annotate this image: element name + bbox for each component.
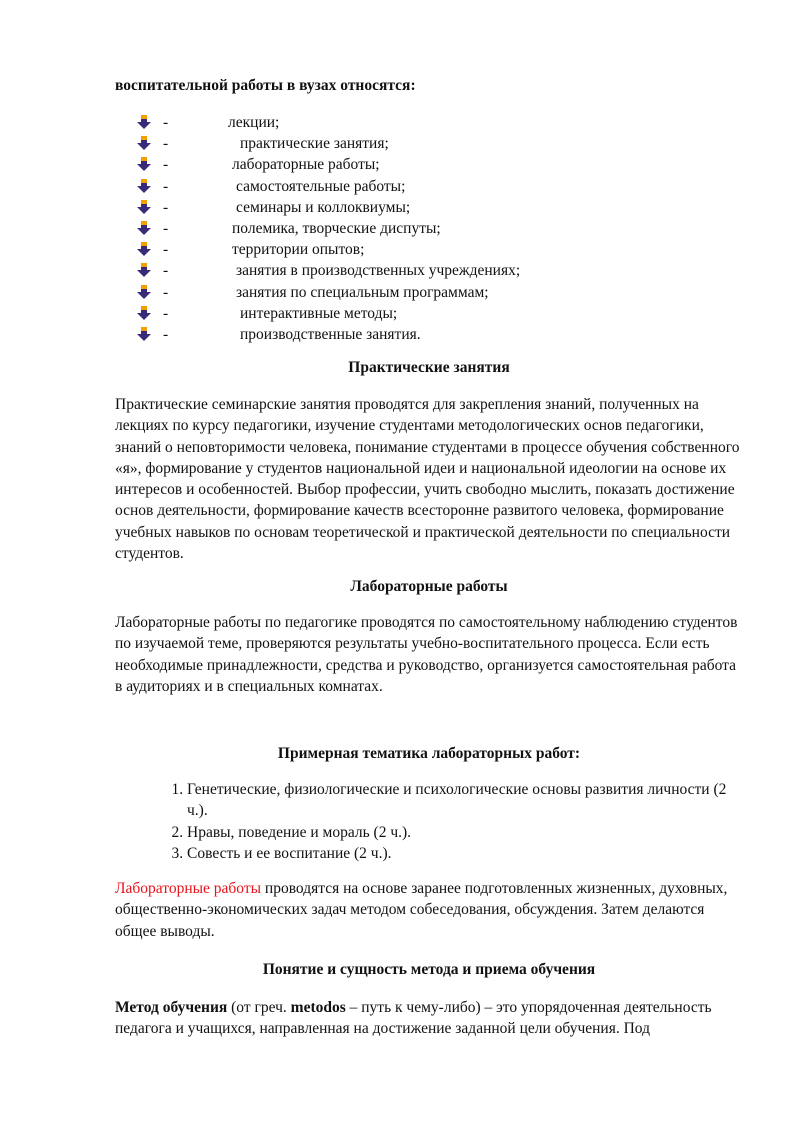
bullet-dash: -	[163, 219, 169, 237]
bullet-text: семинары и коллоквиумы;	[236, 198, 411, 216]
bullet-dash: -	[163, 198, 169, 216]
method-term: Метод обучения	[115, 999, 228, 1016]
bullet-dash: -	[163, 325, 169, 343]
lab-conclusion-paragraph	[115, 878, 745, 942]
section-heading-method: Понятие и сущность метода и приема обучения	[262, 961, 596, 978]
practical-paragraph: Практические семинарские занятия проводятся для закрепления знаний, полученных на лекциях по курсу педагогики, изучение студентами методологических основ педагогики, знаний о неповторимости человека, понимание студентами в процессе обучения собственного «я», формирование у студентов национальной идеи и национальной идеологии на основе их интересов и особенностей. Выбор профессии, учить свободно мыслить, показать достижение основ деятельности, формирование качеств всесторонне развитого человека, формирование учебных навыков по основам теоретической и практической деятельности по специальности студентов.	[115, 396, 740, 563]
bullet-text: территории опытов;	[232, 241, 365, 259]
bullet-dash: -	[163, 135, 169, 153]
bullet-text: полемика, творческие диспуты;	[232, 219, 441, 237]
down-arrow-bullet-icon	[137, 285, 151, 299]
down-arrow-bullet-icon	[137, 306, 151, 320]
down-arrow-bullet-icon	[137, 263, 151, 277]
bullet-dash: -	[163, 114, 169, 131]
down-arrow-bullet-icon	[137, 157, 151, 171]
down-arrow-bullet-icon	[137, 136, 151, 150]
bullet-text: занятия по специальным программам;	[236, 283, 489, 301]
greek-term: metodos	[290, 999, 346, 1016]
bullet-text: самостоятельные работы;	[236, 177, 406, 195]
intro-line: воспитательной работы в вузах относятся:	[115, 77, 416, 94]
bullet-text: интерактивные методы;	[240, 304, 398, 322]
bullet-text: производственные занятия.	[240, 325, 421, 343]
list-item: 3. Совесть и ее воспитание (2 ч.).	[187, 843, 745, 864]
lab-paragraph: Лабораторные работы по педагогике проводятся по самостоятельному наблюдению студентов по изучаемой теме, проверяются результаты учебно-воспитательного процесса. Если есть необходимые принадлежности, средства и руководство, организуется самостоятельная работа в аудиториях и в специальных комнатах.	[115, 614, 738, 695]
down-arrow-bullet-icon	[137, 115, 151, 129]
method-text-part1: (от греч.	[227, 999, 291, 1016]
down-arrow-bullet-icon	[137, 327, 151, 341]
bullet-text: занятия в производственных учреждениях;	[236, 262, 521, 280]
down-arrow-bullet-icon	[137, 200, 151, 214]
bullet-text: практические занятия;	[240, 135, 389, 153]
bullet-text: лабораторные работы;	[232, 156, 380, 174]
lab-topics-list	[115, 779, 745, 864]
down-arrow-bullet-icon	[137, 242, 151, 256]
bullet-dash: -	[163, 241, 169, 259]
list-item: 1. Генетические, физиологические и психологические основы развития личности (2 ч.).	[187, 779, 745, 822]
bullet-text: лекции;	[228, 114, 280, 131]
down-arrow-bullet-icon	[137, 179, 151, 193]
method-text-part2: – путь к чему-либо) – это упорядоченная деятельность педагога и учащихся, направленная на достижение заданной цели обучения. Под	[115, 999, 712, 1038]
list-item: 2. Нравы, поведение и мораль (2 ч.).	[187, 822, 745, 843]
bullet-dash: -	[163, 156, 169, 174]
bullet-dash: -	[163, 262, 169, 280]
method-paragraph	[115, 997, 745, 1040]
bullet-dash: -	[163, 177, 169, 195]
section-heading-lab-topics: Примерная тематика лабораторных работ:	[277, 745, 581, 762]
bullet-dash: -	[163, 283, 169, 301]
section-heading-practical: Практические занятия	[348, 359, 510, 376]
lab-conclusion-text: проводятся на основе заранее подготовленных жизненных, духовных, общественно-экономических задач методом собеседования, обсуждения. Затем делаются общее выводы.	[115, 880, 728, 940]
lab-works-link[interactable]: Лабораторные работы	[115, 880, 262, 897]
section-heading-lab: Лабораторные работы	[350, 578, 508, 595]
bullet-dash: -	[163, 304, 169, 322]
down-arrow-bullet-icon	[137, 221, 151, 235]
